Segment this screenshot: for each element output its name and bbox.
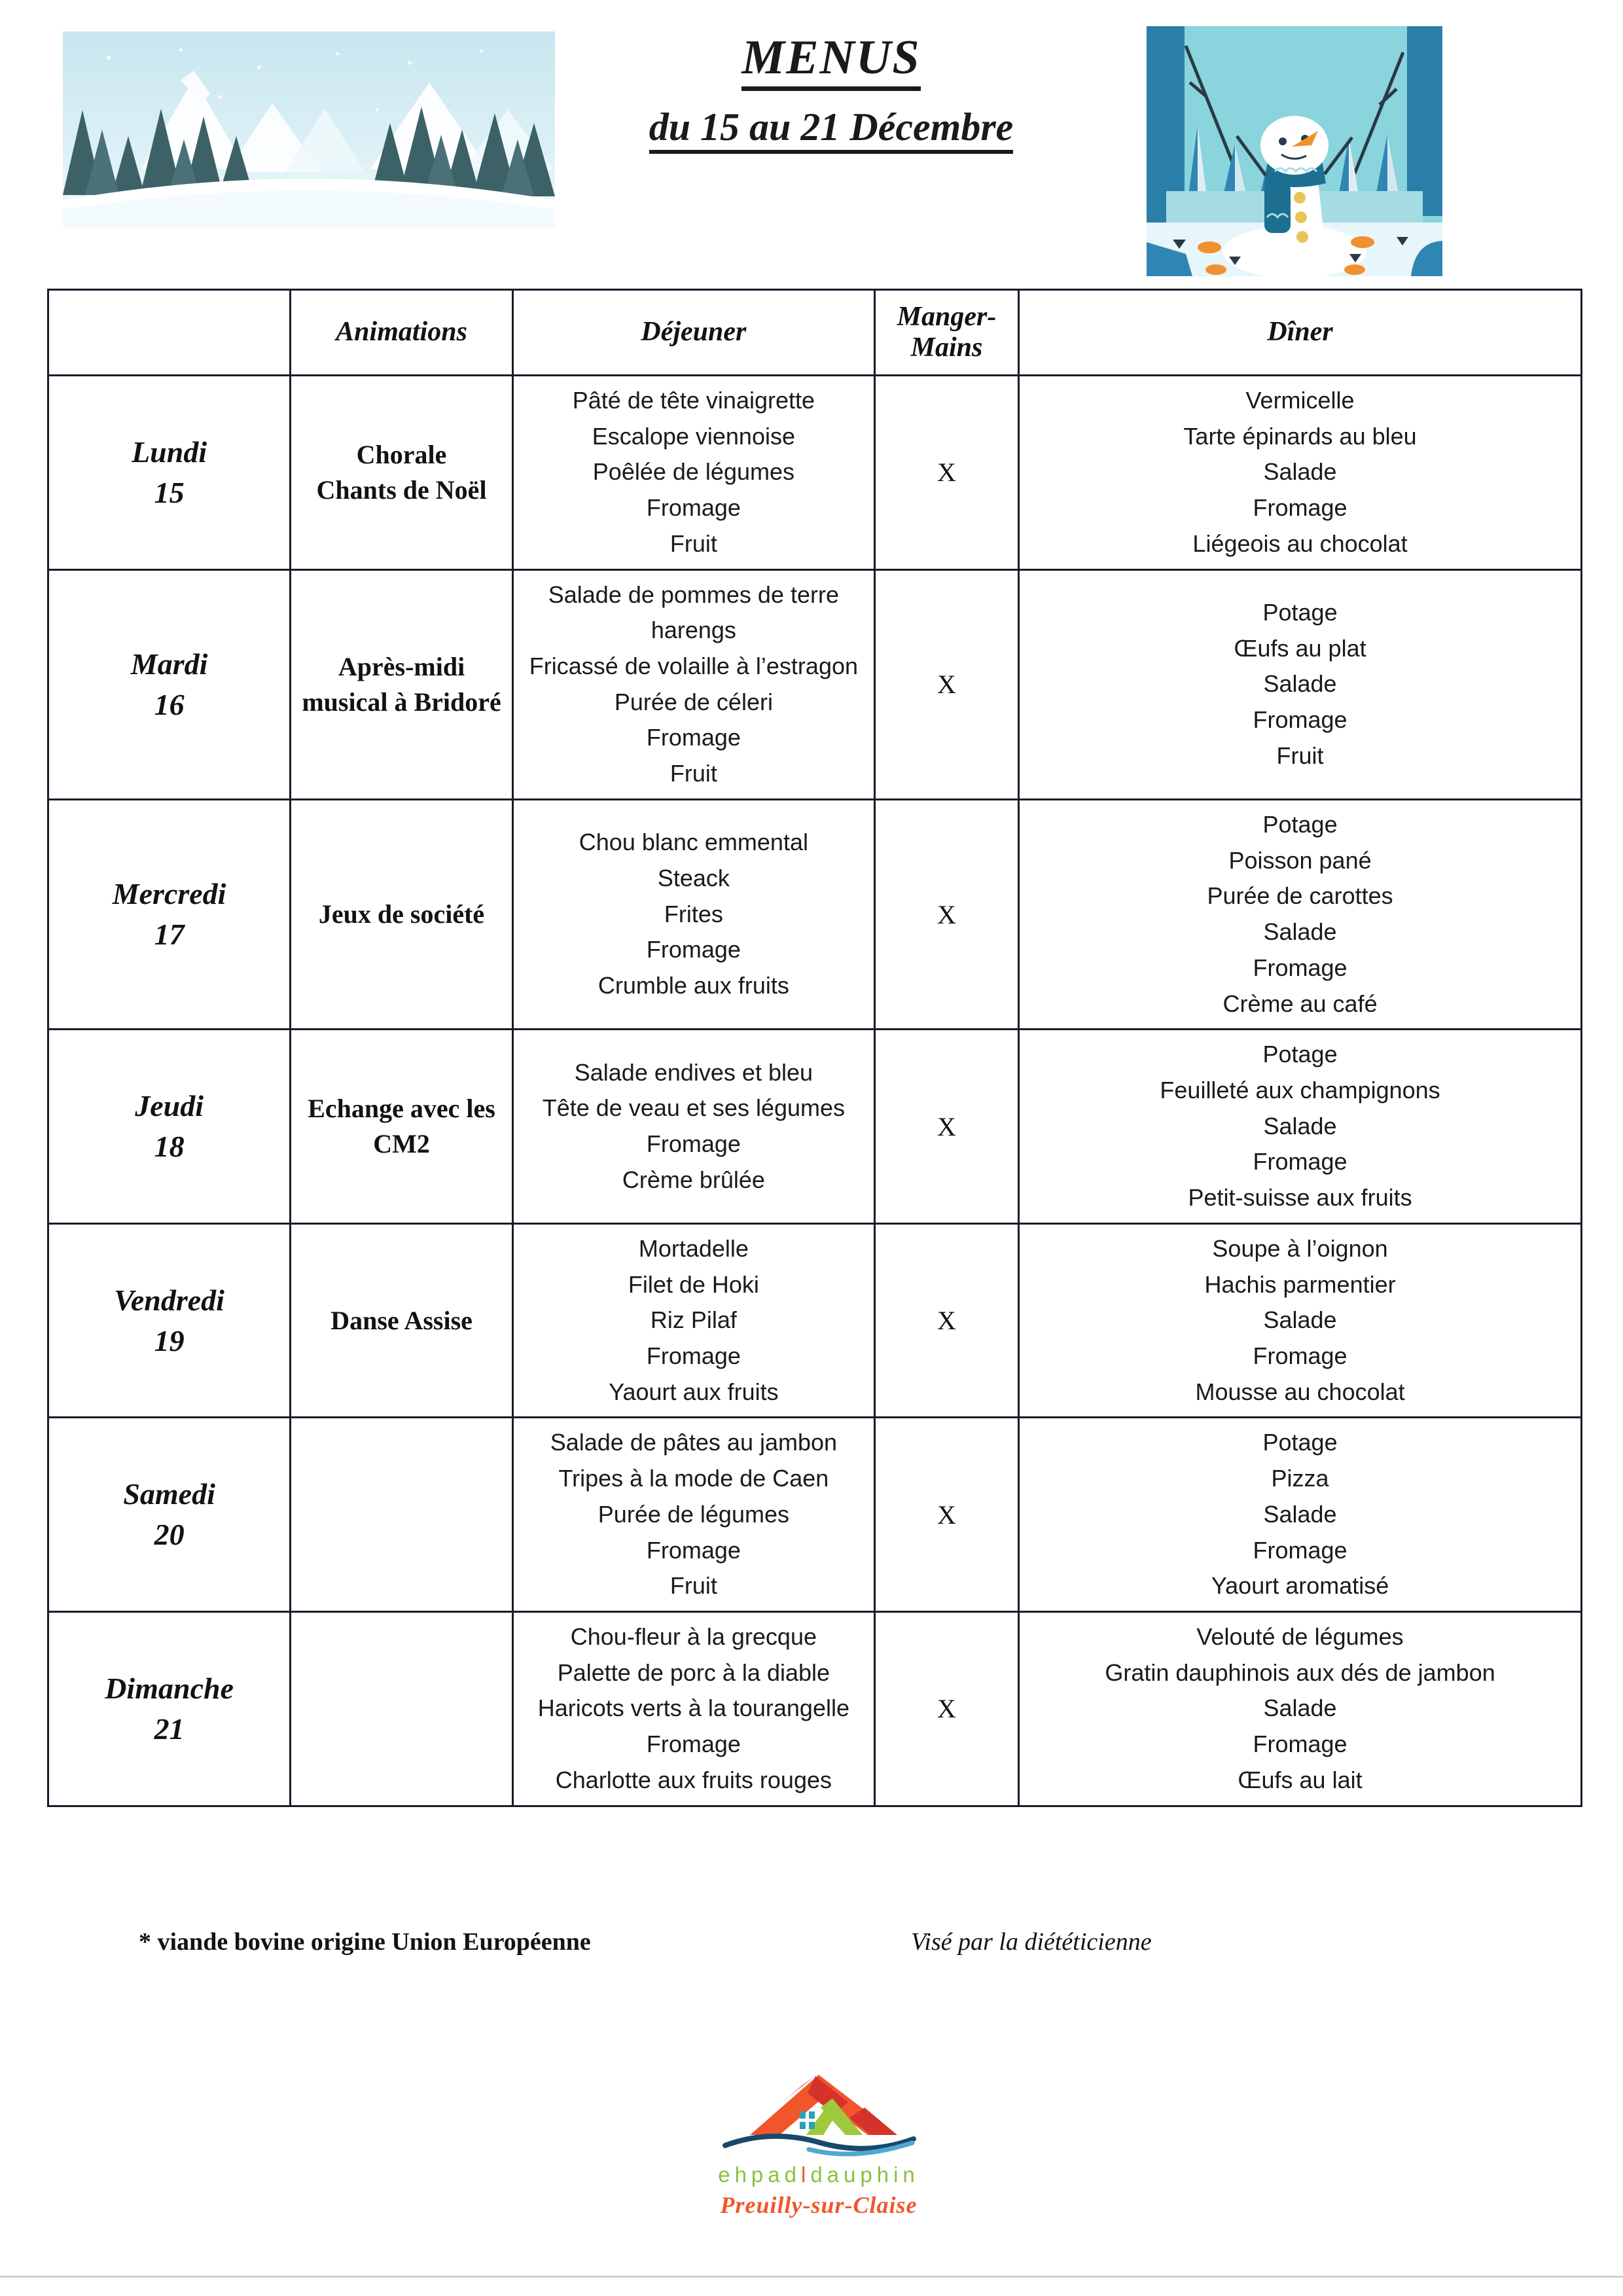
day-number: 21 — [154, 1712, 185, 1746]
dejeuner-cell — [512, 1612, 874, 1806]
logo-house-wave-icon — [711, 2062, 927, 2160]
logo-name-part1: ehpad — [718, 2162, 801, 2187]
manger-mains-cell: X — [874, 376, 1018, 570]
dejeuner-item: Chou-fleur à la grecque — [570, 1623, 817, 1650]
diner-item: Potage — [1262, 598, 1338, 626]
diner-item: Salade — [1263, 1112, 1337, 1139]
page-title: MENUS — [741, 33, 920, 91]
dejeuner-item: Chou blanc emmental — [579, 829, 808, 856]
dejeuner-item: Tête de veau et ses légumes — [542, 1094, 846, 1122]
animations-cell — [291, 1418, 513, 1612]
table-row — [48, 1612, 1582, 1806]
winter-landscape-image — [63, 31, 555, 228]
dejeuner-item: Mortadelle — [638, 1234, 749, 1262]
diner-cell — [1019, 1223, 1582, 1418]
diner-item: Poisson pané — [1228, 846, 1372, 874]
header-manger-mains-line1: Manger- — [897, 301, 997, 332]
animations-cell — [291, 799, 513, 1029]
diner-cell — [1019, 569, 1582, 799]
dejeuner-item: Escalope viennoise — [592, 422, 795, 450]
manger-mains-cell: X — [874, 1612, 1018, 1806]
manger-mains-cell: X — [874, 1223, 1018, 1418]
dejeuner-item: Salade de pommes de terre — [548, 581, 840, 608]
animations-cell — [291, 1223, 513, 1418]
diner-item: Potage — [1262, 1429, 1338, 1456]
table-header — [48, 290, 1582, 376]
menu-table-container — [47, 289, 1582, 1807]
footer-notes — [47, 1928, 1582, 1967]
dejeuner-item: Fromage — [646, 1130, 741, 1158]
diner-cell — [1019, 799, 1582, 1029]
animation-line: Jeux de société — [318, 899, 485, 929]
day-number: 19 — [154, 1323, 185, 1357]
table-row — [48, 1030, 1582, 1224]
header-manger-mains — [874, 290, 1018, 376]
diner-item: Gratin dauphinois aux dés de jambon — [1105, 1659, 1495, 1686]
table-body — [48, 376, 1582, 1806]
dejeuner-cell — [512, 569, 874, 799]
day-number: 20 — [154, 1518, 185, 1552]
date-range-subtitle: du 15 au 21 Décembre — [649, 105, 1014, 154]
title-main-wrap — [576, 33, 1086, 91]
logo-name-text — [711, 2162, 927, 2187]
manger-mains-cell: X — [874, 799, 1018, 1029]
diner-item: Œufs au lait — [1238, 1766, 1363, 1793]
diner-item: Fromage — [1253, 954, 1347, 981]
diner-item: Liégeois au chocolat — [1192, 529, 1408, 557]
table-row — [48, 1223, 1582, 1418]
animations-cell — [291, 1612, 513, 1806]
diner-item: Soupe à l’oignon — [1212, 1234, 1388, 1262]
table-row — [48, 799, 1582, 1029]
day-cell — [48, 1223, 291, 1418]
dejeuner-item: Frites — [664, 900, 723, 927]
dejeuner-item: Purée de céleri — [614, 688, 773, 715]
diner-item: Salade — [1263, 1306, 1337, 1334]
animation-line: musical à Bridoré — [302, 687, 501, 717]
diner-item: Fruit — [1276, 742, 1324, 769]
day-name: Vendredi — [114, 1283, 224, 1317]
beef-origin-note: * viande bovine origine Union Européenne — [139, 1928, 591, 1956]
diner-cell — [1019, 1612, 1582, 1806]
day-name: Mardi — [130, 647, 208, 681]
manger-mains-cell: X — [874, 569, 1018, 799]
header-row — [48, 290, 1582, 376]
dejeuner-item: Haricots verts à la tourangelle — [537, 1695, 849, 1722]
page-bottom-edge — [0, 2276, 1623, 2278]
day-number: 15 — [154, 475, 185, 509]
dietitian-approval-note: Visé par la diététicienne — [911, 1928, 1152, 1956]
day-cell — [48, 1612, 291, 1806]
header-diner: Dîner — [1019, 290, 1582, 376]
day-name: Dimanche — [105, 1671, 234, 1705]
dejeuner-cell — [512, 1418, 874, 1612]
diner-item: Purée de carottes — [1207, 882, 1393, 910]
day-cell — [48, 569, 291, 799]
document-title-block — [576, 33, 1086, 154]
day-number: 16 — [154, 687, 185, 721]
dejeuner-item: Fromage — [646, 1731, 741, 1758]
day-cell — [48, 1418, 291, 1612]
header-day — [48, 290, 291, 376]
diner-item: Fromage — [1253, 1148, 1347, 1175]
logo-town-text: Preuilly-sur-Claise — [720, 2192, 918, 2218]
diner-cell — [1019, 1030, 1582, 1224]
diner-item: Pizza — [1271, 1465, 1329, 1492]
dejeuner-item: Riz Pilaf — [650, 1306, 737, 1334]
header-dejeuner: Déjeuner — [512, 290, 874, 376]
dejeuner-item: Charlotte aux fruits rouges — [555, 1766, 832, 1793]
diner-item: Vermicelle — [1245, 387, 1355, 414]
diner-item: Salade — [1263, 918, 1337, 946]
animations-cell — [291, 376, 513, 570]
dejeuner-item: Steack — [657, 864, 730, 891]
dejeuner-item: Palette de porc à la diable — [557, 1659, 830, 1686]
diner-item: Salade — [1263, 1695, 1337, 1722]
diner-item: Fromage — [1253, 1536, 1347, 1564]
snowman-svg — [1147, 26, 1442, 276]
diner-item: Petit-suisse aux fruits — [1188, 1184, 1412, 1211]
table-row — [48, 569, 1582, 799]
animation-line: Après-midi — [338, 651, 465, 681]
day-name: Samedi — [123, 1477, 215, 1511]
diner-item: Crème au café — [1222, 990, 1378, 1017]
dejeuner-item: Fromage — [646, 494, 741, 522]
day-name: Lundi — [132, 435, 207, 469]
day-name: Mercredi — [112, 876, 226, 910]
day-cell — [48, 1030, 291, 1224]
page-header — [0, 0, 1623, 262]
dejeuner-cell — [512, 1223, 874, 1418]
dejeuner-item: Fromage — [646, 724, 741, 751]
dejeuner-item: Purée de légumes — [597, 1500, 789, 1528]
table-row — [48, 1418, 1582, 1612]
animation-line: Danse Assise — [330, 1305, 473, 1335]
dejeuner-item: Filet de Hoki — [628, 1270, 759, 1298]
dejeuner-item: Fruit — [669, 529, 717, 557]
day-cell — [48, 376, 291, 570]
logo-name-separator: l — [800, 2162, 811, 2187]
dejeuner-item: Fromage — [646, 1342, 741, 1369]
diner-item: Velouté de légumes — [1196, 1623, 1404, 1650]
day-cell — [48, 799, 291, 1029]
dejeuner-item: Salade de pâtes au jambon — [550, 1429, 838, 1456]
dejeuner-cell — [512, 799, 874, 1029]
dejeuner-item: Fruit — [669, 1572, 717, 1600]
animations-cell — [291, 569, 513, 799]
dejeuner-cell — [512, 376, 874, 570]
diner-item: Feuilleté aux champignons — [1160, 1076, 1440, 1103]
weekly-menu-table — [47, 289, 1582, 1807]
animation-line: Chants de Noël — [316, 475, 487, 505]
diner-item: Potage — [1262, 1041, 1338, 1068]
diner-item: Salade — [1263, 1500, 1337, 1528]
diner-item: Yaourt aromatisé — [1211, 1572, 1389, 1600]
day-number: 18 — [154, 1130, 185, 1164]
dejeuner-item: Yaourt aux fruits — [609, 1378, 779, 1405]
header-animations: Animations — [291, 290, 513, 376]
title-sub-wrap — [576, 91, 1086, 154]
dejeuner-item: Tripes à la mode de Caen — [558, 1465, 829, 1492]
diner-item: Mousse au chocolat — [1195, 1378, 1405, 1405]
day-number: 17 — [154, 918, 185, 952]
diner-item: Salade — [1263, 458, 1337, 486]
dejeuner-cell — [512, 1030, 874, 1224]
dejeuner-item: Fromage — [646, 1536, 741, 1564]
snowman-image — [1147, 26, 1442, 276]
animation-line: Chorale — [356, 439, 447, 469]
manger-mains-cell: X — [874, 1418, 1018, 1612]
diner-item: Tarte épinards au bleu — [1183, 422, 1417, 450]
diner-item: Fromage — [1253, 494, 1347, 522]
dejeuner-item: Fruit — [669, 760, 717, 787]
manger-mains-cell: X — [874, 1030, 1018, 1224]
diner-cell — [1019, 376, 1582, 570]
dejeuner-item: Fricassé de volaille à l’estragon — [529, 653, 859, 680]
dejeuner-item: Poêlée de légumes — [592, 458, 794, 486]
header-manger-mains-line2: Mains — [910, 332, 983, 363]
dejeuner-item: Crumble aux fruits — [597, 972, 789, 999]
diner-item: Potage — [1262, 810, 1338, 838]
diner-item: Fromage — [1253, 1342, 1347, 1369]
diner-cell — [1019, 1418, 1582, 1612]
logo-name-part2: dauphin — [810, 2162, 919, 2187]
diner-item: Hachis parmentier — [1204, 1270, 1396, 1298]
dejeuner-item: Fromage — [646, 936, 741, 963]
table-row — [48, 376, 1582, 570]
dejeuner-item: Pâté de tête vinaigrette — [572, 387, 815, 414]
dejeuner-item: Crème brûlée — [622, 1166, 765, 1193]
dejeuner-item: Salade endives et bleu — [574, 1058, 813, 1086]
diner-item: Œufs au plat — [1234, 634, 1366, 662]
winter-landscape-svg — [63, 31, 555, 228]
animation-line: Echange avec les — [308, 1094, 495, 1124]
diner-item: Fromage — [1253, 1731, 1347, 1758]
diner-item: Fromage — [1253, 706, 1347, 734]
dejeuner-item: harengs — [651, 617, 736, 644]
diner-item: Salade — [1263, 670, 1337, 698]
ehpad-logo — [711, 2062, 927, 2219]
day-name: Jeudi — [135, 1088, 204, 1122]
animations-cell — [291, 1030, 513, 1224]
animation-line: CM2 — [373, 1129, 430, 1159]
